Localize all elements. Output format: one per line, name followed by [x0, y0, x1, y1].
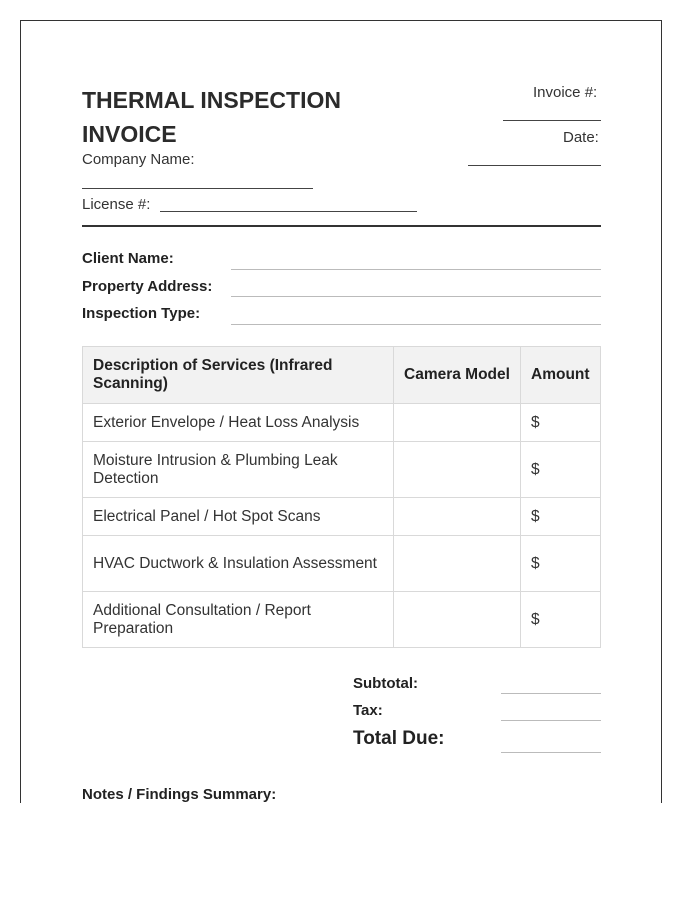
header-divider: [82, 225, 601, 227]
client-name-label: Client Name:: [82, 250, 174, 267]
camera-model-cell[interactable]: [394, 442, 521, 498]
table-row: [83, 404, 601, 442]
camera-model-cell[interactable]: [394, 592, 521, 648]
invoice-number-label: Invoice #:: [533, 84, 598, 101]
company-name-label: Company Name:: [82, 151, 195, 168]
client-name-field[interactable]: [231, 269, 601, 270]
subtotal-label: Subtotal:: [353, 675, 418, 692]
service-description: Exterior Envelope / Heat Loss Analysis: [83, 404, 394, 442]
amount-cell[interactable]: $: [521, 442, 601, 498]
invoice-page: [20, 20, 662, 803]
amount-cell[interactable]: $: [521, 404, 601, 442]
service-description: Electrical Panel / Hot Spot Scans: [83, 498, 394, 536]
amount-cell[interactable]: $: [521, 592, 601, 648]
service-description: HVAC Ductwork & Insulation Assessment: [83, 536, 394, 592]
date-label: Date:: [563, 129, 599, 146]
service-description: Moisture Intrusion & Plumbing Leak Detection: [83, 442, 394, 498]
table-row: [83, 442, 601, 498]
notes-label: Notes / Findings Summary:: [82, 786, 277, 803]
camera-model-cell[interactable]: [394, 404, 521, 442]
amount-cell[interactable]: $: [521, 536, 601, 592]
header-description: Description of Services (Infrared Scanning): [83, 347, 394, 404]
table-row: [83, 536, 601, 592]
service-description: Additional Consultation / Report Preparation: [83, 592, 394, 648]
camera-model-cell[interactable]: [394, 536, 521, 592]
header-camera-model: Camera Model: [394, 347, 521, 404]
license-label: License #:: [82, 196, 151, 213]
tax-field[interactable]: [501, 720, 601, 721]
services-table: [82, 346, 601, 648]
title-line-2: INVOICE: [82, 121, 177, 147]
invoice-number-field[interactable]: [503, 120, 601, 121]
table-header-row: [83, 347, 601, 404]
title-line-1: THERMAL INSPECTION: [82, 87, 341, 113]
inspection-type-label: Inspection Type:: [82, 305, 201, 322]
subtotal-field[interactable]: [501, 693, 601, 694]
date-field[interactable]: [468, 165, 601, 166]
amount-cell[interactable]: $: [521, 498, 601, 536]
header-amount: Amount: [521, 347, 601, 404]
property-address-label: Property Address:: [82, 278, 213, 295]
total-due-field[interactable]: [501, 752, 601, 753]
total-due-label: Total Due:: [353, 728, 445, 749]
inspection-type-field[interactable]: [231, 324, 601, 325]
table-row: [83, 592, 601, 648]
company-name-field[interactable]: [82, 188, 313, 189]
invoice-title: [82, 83, 382, 151]
table-row: [83, 498, 601, 536]
property-address-field[interactable]: [231, 296, 601, 297]
tax-label: Tax:: [353, 702, 383, 719]
license-field[interactable]: [160, 211, 417, 212]
camera-model-cell[interactable]: [394, 498, 521, 536]
